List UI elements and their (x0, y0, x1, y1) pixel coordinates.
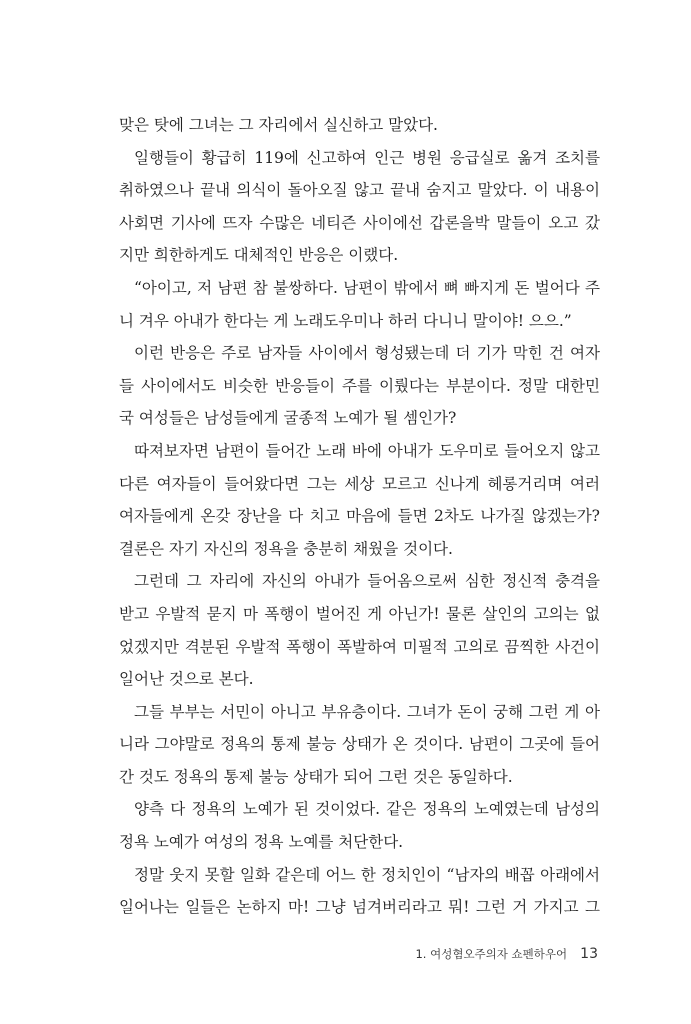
text-line: 사회면 기사에 뜨자 수많은 네티즌 사이에선 갑론을박 말들이 오고 갔 (119, 213, 600, 232)
text-line: 받고 우발적 묻지 마 폭행이 벌어진 게 아닌가! 물론 살인의 고의는 없 (119, 604, 600, 623)
text-line: 이런 반응은 주로 남자들 사이에서 형성됐는데 더 기가 막힌 건 여자 (134, 344, 600, 363)
text-line: 간 것도 정욕의 통제 불능 상태가 되어 그런 것은 동일하다. (119, 767, 513, 786)
body-text (119, 109, 600, 924)
text-line: 그런데 그 자리에 자신의 아내가 들어옴으로써 심한 정신적 충격을 (134, 572, 600, 591)
running-footer-chapter-title: 1. 여성혐오주의자 쇼펜하우어 (415, 947, 568, 961)
text-line: 일어난 것으로 본다. (119, 670, 254, 689)
text-line: 양측 다 정욕의 노예가 된 것이었다. 같은 정욕의 노예였는데 남성의 (134, 800, 600, 819)
text-line: 그들 부부는 서민이 아니고 부유층이다. 그녀가 돈이 궁해 그런 게 아 (134, 702, 600, 721)
text-line: 었겠지만 격분된 우발적 폭행이 폭발하여 미필적 고의로 끔찍한 사건이 (119, 637, 600, 656)
text-line: 지만 희한하게도 대체적인 반응은 이랬다. (119, 246, 399, 265)
text-line: 취하였으나 끝내 의식이 돌아오질 않고 끝내 숨지고 말았다. 이 내용이 (119, 181, 600, 200)
text-line: 정욕 노예가 여성의 정욕 노예를 처단한다. (119, 833, 404, 852)
text-line: 다른 여자들이 들어왔다면 그는 세상 모르고 신나게 헤롱거리며 여러 (119, 474, 600, 493)
text-line: 들 사이에서도 비슷한 반응들이 주를 이뤘다는 부분이다. 정말 대한민 (119, 376, 600, 395)
text-line: 정말 웃지 못할 일화 같은데 어느 한 정치인이 “남자의 배꼽 아래에서 (134, 865, 600, 884)
page-number: 13 (580, 946, 598, 962)
text-line: 일어나는 일들은 논하지 마! 그냥 넘겨버리라고 뭐! 그런 거 가지고 그 (119, 898, 600, 917)
page-footer (415, 943, 598, 962)
text-line: 일행들이 황급히 119에 신고하여 인근 병원 응급실로 옮겨 조치를 (134, 148, 600, 167)
text-line: 니라 그야말로 정욕의 통제 불능 상태가 온 것이다. 남편이 그곳에 들어 (119, 735, 600, 754)
text-line: 맞은 탓에 그녀는 그 자리에서 실신하고 말았다. (119, 116, 438, 134)
text-line: 따져보자면 남편이 들어간 노래 바에 아내가 도우미로 들어오지 않고 (134, 441, 600, 460)
text-line: 결론은 자기 자신의 정욕을 충분히 채웠을 것이다. (119, 539, 453, 558)
text-line: 여자들에게 온갖 장난을 다 치고 마음에 들면 2차도 나가질 않겠는가? (119, 507, 600, 526)
text-line: “아이고, 저 남편 참 불쌍하다. 남편이 밖에서 뼈 빠지게 돈 벌어다 주 (134, 278, 600, 297)
text-line: 니 겨우 아내가 한다는 게 노래도우미나 하러 다니니 말이야! 으으.” (119, 311, 572, 330)
text-line: 국 여성들은 남성들에게 굴종적 노예가 될 셈인가? (119, 409, 457, 428)
